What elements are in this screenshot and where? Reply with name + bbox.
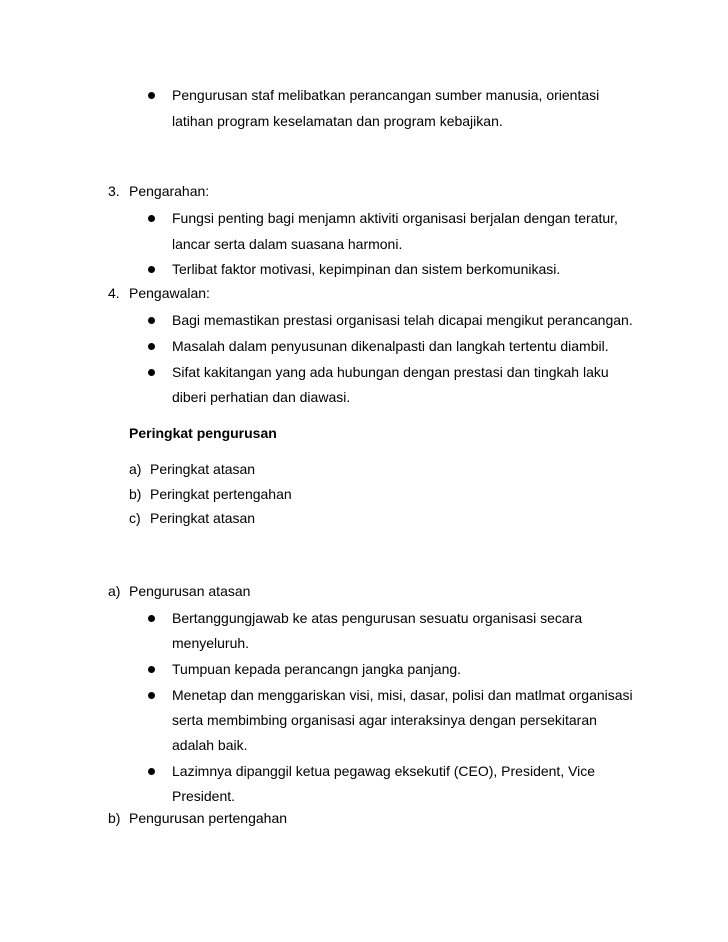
bullet-icon — [148, 317, 155, 324]
levels-item-c-marker: c) — [129, 510, 141, 526]
bullet-icon — [148, 615, 155, 622]
bullet-icon — [148, 215, 155, 222]
levels-item-a-text: Peringkat atasan — [150, 461, 256, 477]
intro-bullet-1-line-1: Pengurusan staf melibatkan perancangan sumber manusia, orientasi — [172, 87, 600, 103]
intro-bullet-1-line-2: latihan program keselamatan dan program kebajikan. — [172, 113, 503, 129]
item-3-number: 3. — [108, 183, 120, 199]
section-b-marker: b) — [108, 810, 121, 826]
section-a-title: Pengurusan atasan — [129, 583, 251, 599]
item-3-bullet-1-line-1: Fungsi penting bagi menjamn aktiviti organisasi berjalan dengan teratur, — [172, 210, 618, 226]
bullet-icon — [148, 666, 155, 673]
section-a-bullet-2-line-1: Tumpuan kepada perancangn jangka panjang. — [172, 661, 462, 677]
item-3-title: Pengarahan: — [129, 183, 210, 199]
section-a-bullet-3-line-3: adalah baik. — [172, 737, 248, 753]
bullet-icon — [148, 343, 155, 350]
levels-heading: Peringkat pengurusan — [129, 425, 277, 441]
item-3-bullet-1-line-2: lancar serta dalam suasana harmoni. — [172, 236, 403, 252]
bullet-icon — [148, 266, 155, 273]
item-4-bullet-2-line-1: Masalah dalam penyusunan dikenalpasti dan langkah tertentu diambil. — [172, 338, 609, 354]
item-4-title: Pengawalan: — [129, 285, 210, 301]
section-a-marker: a) — [108, 583, 121, 599]
levels-item-a-marker: a) — [129, 461, 142, 477]
levels-item-b-text: Peringkat pertengahan — [150, 486, 292, 502]
item-4-bullet-1-line-1: Bagi memastikan prestasi organisasi telah dicapai mengikut perancangan. — [172, 312, 633, 328]
levels-item-b-marker: b) — [129, 486, 142, 502]
levels-item-c-text: Peringkat atasan — [150, 510, 256, 526]
section-a-bullet-1-line-1: Bertanggungjawab ke atas pengurusan sesuatu organisasi secara — [172, 610, 583, 626]
section-a-bullet-4-line-1: Lazimnya dipanggil ketua pegawag eksekutif (CEO), President, Vice — [172, 763, 596, 779]
bullet-icon — [148, 768, 155, 775]
bullet-icon — [148, 92, 155, 99]
section-a-bullet-3-line-2: serta membimbing organisasi agar interaksinya dengan persekitaran — [172, 712, 597, 728]
section-a-bullet-4-line-2: President. — [172, 788, 236, 804]
section-b-title: Pengurusan pertengahan — [129, 810, 288, 826]
bullet-icon — [148, 692, 155, 699]
item-4-number: 4. — [108, 285, 120, 301]
item-4-bullet-3-line-2: diberi perhatian dan diawasi. — [172, 389, 351, 405]
item-4-bullet-3-line-1: Sifat kakitangan yang ada hubungan dengan prestasi dan tingkah laku — [172, 364, 609, 380]
section-a-bullet-1-line-2: menyeluruh. — [172, 635, 250, 651]
section-a-bullet-3-line-1: Menetap dan menggariskan visi, misi, dasar, polisi dan matlmat organisasi — [172, 687, 633, 703]
bullet-icon — [148, 369, 155, 376]
item-3-bullet-2-line-1: Terlibat faktor motivasi, kepimpinan dan sistem berkomunikasi. — [172, 261, 561, 277]
